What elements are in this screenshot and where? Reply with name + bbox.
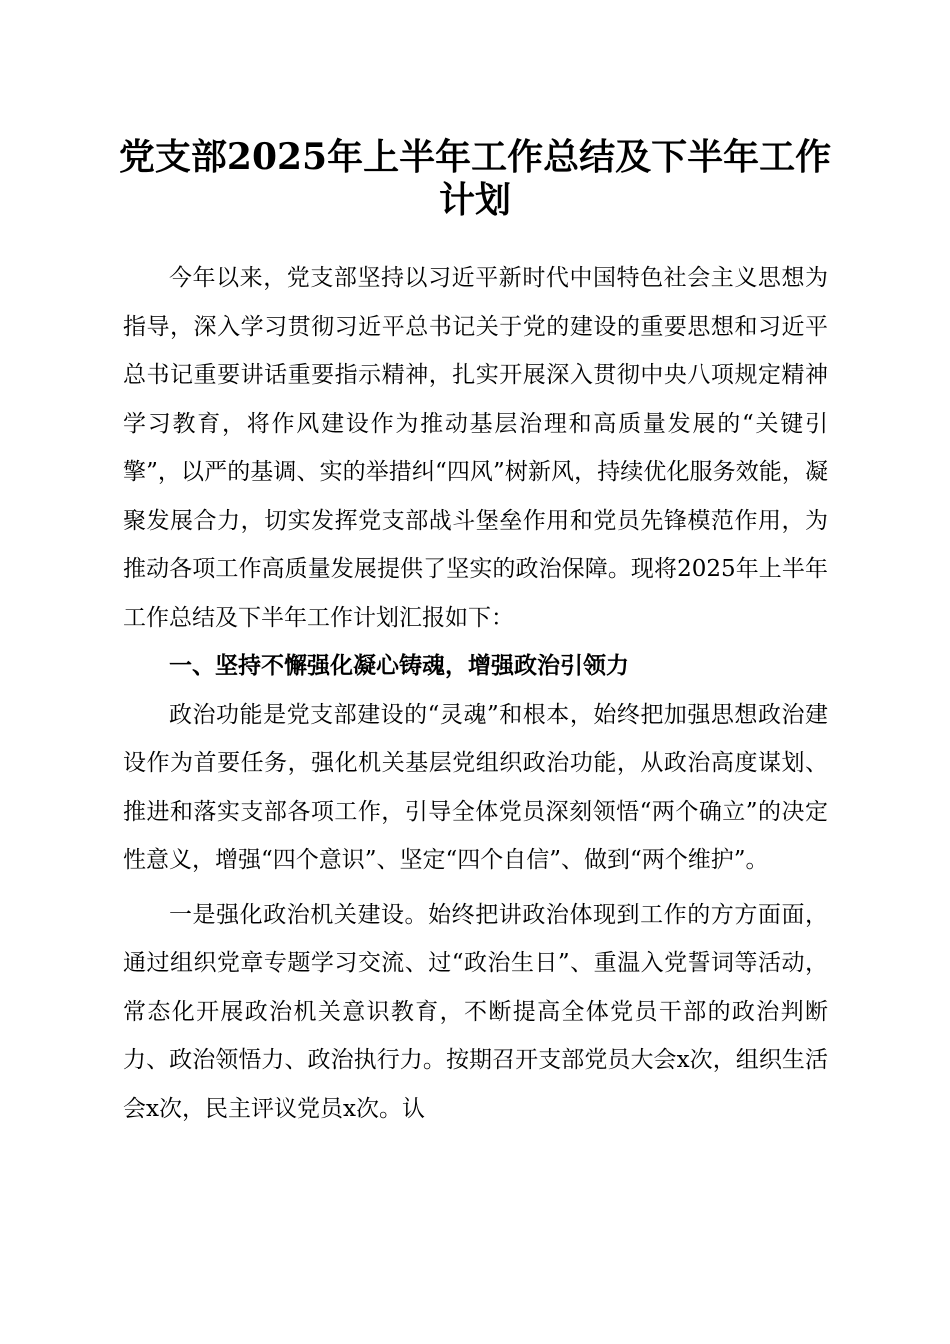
section-1-item-1-paragraph: 一是强化政治机关建设。始终把讲政治体现到工作的方方面面，通过组织党章专题学习交流、过“政治生日”、重温入党誓词等活动，常态化开展政治机关意识教育，不断提高全体党员干部的政治判断力、政治领悟力、政治执行力。按期召开支部党员大会x次，组织生活会x次，民主评议党员x次。认 [123, 901, 828, 1122]
section-heading-1: 一、坚持不懈强化凝心铸魂，增强政治引领力 [169, 653, 629, 679]
intro-paragraph: 今年以来，党支部坚持以习近平新时代中国特色社会主义思想为指导，深入学习贯彻习近平总书记关于党的建设的重要思想和习近平总书记重要讲话重要指示精神，扎实开展深入贯彻中央八项规定精神学习教育，将作风建设作为推动基层治理和高质量发展的“关键引擎”，以严的基调、实的举措纠“四风”树新风，持续优化服务效能，凝聚发展合力，切实发挥党支部战斗堡垒作用和党员先锋模范作用，为推动各项工作高质量发展提供了坚实的政治保障。现将2025年上半年工作总结及下半年工作计划汇报如下： [123, 265, 828, 631]
document-title [110, 136, 840, 222]
section-1-paragraph: 政治功能是党支部建设的“灵魂”和根本，始终把加强思想政治建设作为首要任务，强化机关基层党组织政治功能，从政治高度谋划、推进和落实支部各项工作，引导全体党员深刻领悟“两个确立”的决定性意义，增强“四个意识”、坚定“四个自信”、做到“两个维护”。 [123, 701, 828, 873]
title-line-2: 计划 [438, 179, 511, 221]
document-body [123, 254, 828, 1133]
title-line-1: 党支部2025年上半年工作总结及下半年工作 [118, 136, 832, 178]
